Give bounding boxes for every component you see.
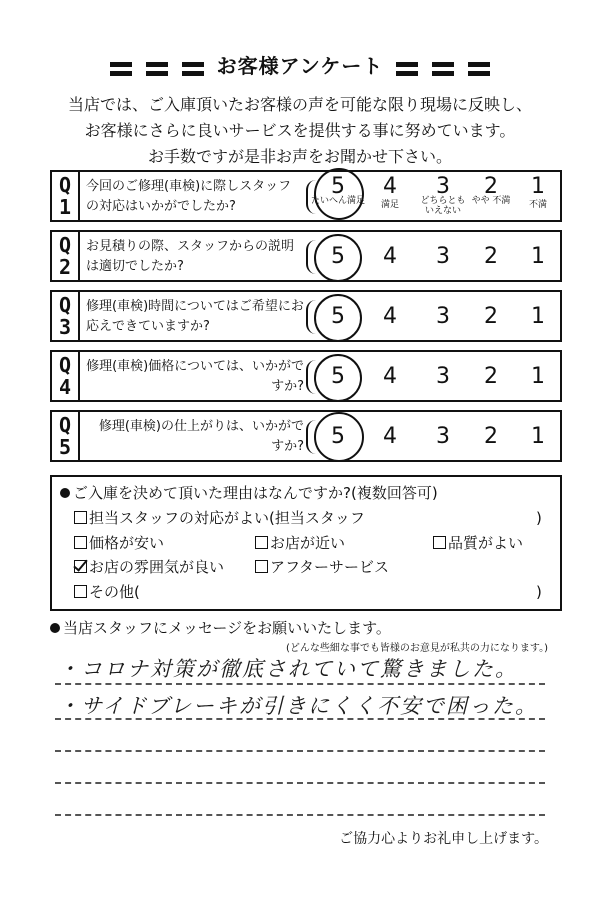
intro-text [20,92,580,170]
reasons-section [50,475,562,611]
question-text: 修理(車検)価格については、いかがですか? [86,359,304,394]
checkbox-after-service[interactable] [255,560,268,573]
checkbox-staff[interactable] [74,511,87,524]
rating-5[interactable]: 5 [331,364,345,389]
question-tag: Q 4 [52,352,80,402]
title-decoration-left [103,56,211,80]
selected-answer-circle [314,294,362,342]
rating-1[interactable]: 1 [531,174,545,199]
rating-2[interactable]: 2 [484,364,498,389]
message-line[interactable] [55,814,545,816]
question-tag: Q 3 [52,292,80,342]
intro-line: 当店では、ご入庫頂いたお客様の声を可能な限り現場に反映し、 [67,95,532,114]
checkbox-atmosphere-checked[interactable] [74,560,87,573]
question-text: 修理(車検)時間についてはご希望にお応えできていますか? [86,299,304,334]
rating-4[interactable]: 4 [383,304,397,329]
question-text: お見積りの際、スタッフからの説明は適切でしたか? [86,239,295,274]
question-2 [50,230,562,282]
rating-2[interactable]: 2 [484,424,498,449]
title-decoration-right [389,56,497,80]
rating-3[interactable]: 3 [436,174,450,199]
rating-1[interactable]: 1 [531,244,545,269]
rating-4[interactable]: 4 [383,244,397,269]
rating-label: 満足 [380,200,399,210]
handwritten-message-2: ・サイドブレーキが引きにくく不安で困った。 [58,694,539,718]
question-5 [50,410,562,462]
rating-4[interactable]: 4 [383,364,397,389]
reason-quality[interactable]: 品質がよい [433,533,523,553]
reason-after-service[interactable]: アフターサービス [255,557,389,577]
message-note: (どんな些細な事でも皆様のお意見が私共の力になります。) [285,643,548,654]
rating-label: 不満 [528,200,547,210]
selected-answer-circle [314,168,364,220]
bullet-icon [50,623,60,633]
rating-2[interactable]: 2 [484,244,498,269]
selected-answer-circle [314,234,362,282]
question-1 [50,170,562,222]
rating-4[interactable]: 4 [383,424,397,449]
message-line[interactable] [55,750,545,752]
reasons-heading: ご入庫を決めて頂いた理由はなんですか?(複数回答可) [60,483,438,503]
intro-line: お客様にさらに良いサービスを提供する事に努めています。 [84,121,516,140]
question-4 [50,350,562,402]
message-line[interactable] [55,683,545,685]
question-tag: Q 5 [52,412,80,462]
selected-answer-circle [314,354,362,402]
message-line[interactable] [55,782,545,784]
checkbox-near[interactable] [255,536,268,549]
other-close-paren: ) [536,583,542,601]
reason-price[interactable]: 価格が安い [74,533,164,553]
rating-4[interactable]: 4 [383,174,397,199]
title-text: お客様アンケート [216,54,384,78]
rating-label: どちらとも いえない [420,196,466,216]
reason-near[interactable]: お店が近い [255,533,345,553]
rating-2[interactable]: 2 [484,174,498,199]
rating-3[interactable]: 3 [436,304,450,329]
rating-5[interactable]: 5 [331,174,345,199]
rating-1[interactable]: 1 [531,364,545,389]
rating-2[interactable]: 2 [484,304,498,329]
rating-1[interactable]: 1 [531,304,545,329]
closing-thanks: ご協力心よりお礼申し上げます。 [339,831,548,847]
question-tag: Q 2 [52,232,80,282]
checkbox-price[interactable] [74,536,87,549]
rating-5[interactable]: 5 [331,244,345,269]
rating-3[interactable]: 3 [436,364,450,389]
rating-label: やや 不満 [471,196,511,206]
checkbox-other[interactable] [74,585,87,598]
question-3 [50,290,562,342]
rating-3[interactable]: 3 [436,424,450,449]
rating-3[interactable]: 3 [436,244,450,269]
handwritten-message-1: ・コロナ対策が徹底されていて驚きました。 [58,657,518,681]
reason-staff[interactable]: 担当スタッフの対応がよい(担当スタッフ [74,508,365,528]
reason-other[interactable]: その他( [74,582,140,602]
checkbox-quality[interactable] [433,536,446,549]
rating-5[interactable]: 5 [331,304,345,329]
bullet-icon [60,488,70,498]
intro-line: お手数ですが是非お声をお聞かせ下さい。 [147,147,452,166]
staff-close-paren: ) [536,509,542,527]
message-line[interactable] [55,718,545,720]
rating-5[interactable]: 5 [331,424,345,449]
survey-title [0,50,600,80]
message-heading: 当店スタッフにメッセージをお願いいたします。 [50,617,391,638]
selected-answer-circle [314,412,364,462]
question-tag: Q 1 [52,172,80,222]
rating-1[interactable]: 1 [531,424,545,449]
reason-atmosphere[interactable]: お店の雰囲気が良い [74,557,224,577]
question-text: 修理(車検)の仕上がりは、いかがですか? [98,419,304,454]
rating-label: たいへん満足 [311,196,366,206]
question-text: 今回のご修理(車検)に際しスタッフの対応はいかがでしたか? [86,179,292,214]
